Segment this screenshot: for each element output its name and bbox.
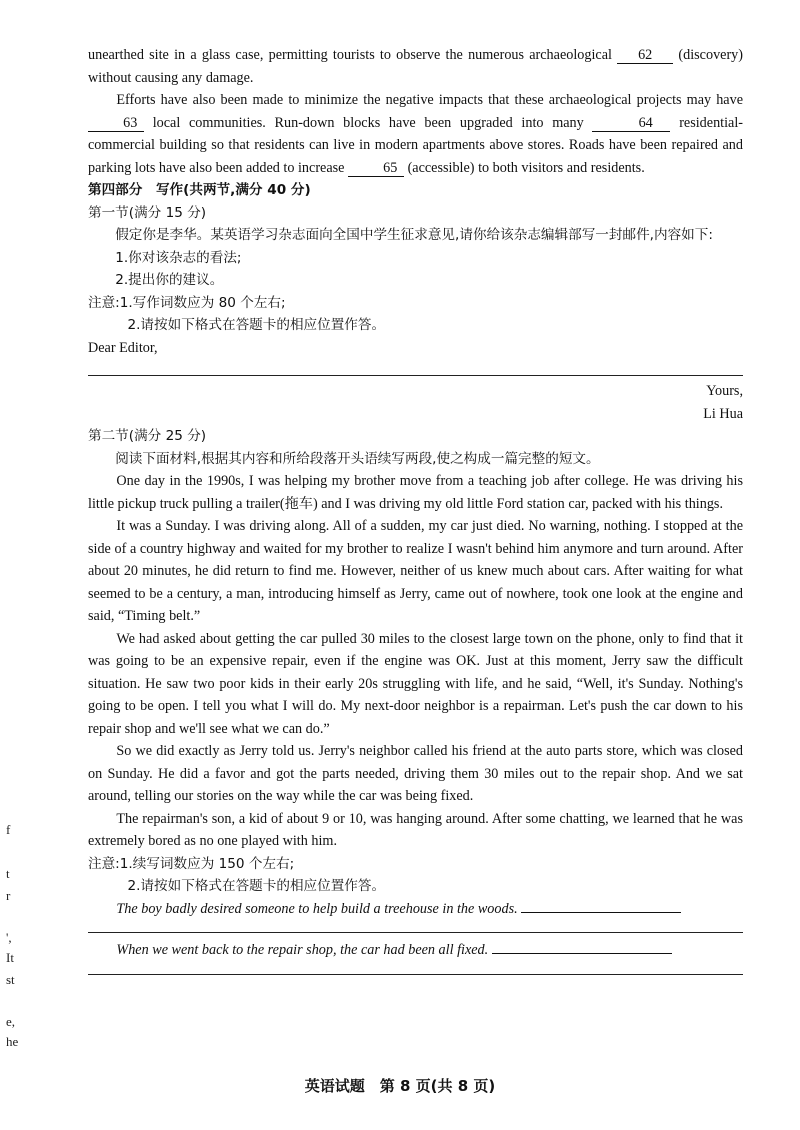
reading-paragraph: [88, 89, 743, 179]
reading-text: unearthed site in a glass case, permitting tourists to observe the numerous archaeological: [88, 47, 612, 63]
reading-text: (accessible) to both visitors and residents.: [407, 159, 645, 176]
section2-note-1: 注意:1.续写词数应为 150 个左右;: [88, 855, 295, 872]
closing-yours: Yours,: [706, 383, 743, 399]
story-paragraph-1: One day in the 1990s, I was helping my brother move from a teaching job after college. He was driving his little pickup truck pulling a trailer(拖车) and I was driving my old little Ford station car, packed with his things.: [88, 473, 743, 512]
writing-line: [88, 974, 743, 975]
margin-fragment: t: [6, 866, 10, 881]
section1-note-1: 注意:1.写作词数应为 80 个左右;: [88, 294, 286, 311]
blank-63: 63: [88, 115, 144, 132]
margin-fragment: It: [6, 950, 14, 965]
section1-item-2: 2.提出你的建议。: [115, 272, 224, 288]
part4-heading: 第四部分 写作(共两节,满分 40 分): [88, 182, 311, 198]
reading-text: local communities. Run-down blocks have been upgraded into many: [152, 114, 584, 131]
section1-item-1: 1.你对该杂志的看法;: [115, 249, 242, 266]
section1-prompt: 假定你是李华。某英语学习杂志面向全国中学生征求意见,请你给该杂志编辑部写一封邮件,内容如下:: [115, 227, 713, 243]
margin-fragment: he: [6, 1034, 19, 1049]
margin-fragment: r: [6, 888, 11, 903]
story-paragraph-2: It was a Sunday. I was driving along. All of a sudden, my car just died. No warning, nothing. I stopped at the side of a country highway and waited for my brother to realize I wasn't behind him anymore and turn around. After about 20 minutes, he did return to find me. However, neither of us knew much about cars. After waiting for what seemed to be a century, a man, introducing himself as Jerry, came out of nowhere, took one look at the engine and said, “Timing belt.”: [88, 518, 743, 624]
blank-65: 65: [348, 160, 404, 177]
story-paragraph-5: The repairman's son, a kid of about 9 or 10, was hanging around. After some chatting, we learned that he was extremely bored as no one played with him.: [88, 810, 743, 849]
page-footer: 英语试题 第 8 页(共 8 页): [304, 1077, 496, 1095]
answer-blank: [521, 900, 681, 913]
margin-fragment: f: [6, 822, 11, 837]
continuation-starter-2: [88, 939, 743, 962]
starter-text: When we went back to the repair shop, the car had been all fixed.: [116, 942, 489, 958]
closing-name: Li Hua: [703, 405, 743, 422]
salutation: Dear Editor,: [88, 339, 158, 356]
blank-64: 64: [592, 115, 670, 132]
section2-note-2: 2.请按如下格式在答题卡的相应位置作答。: [127, 878, 386, 894]
margin-fragment: st: [6, 972, 15, 987]
margin-fragment: ',: [6, 930, 12, 945]
story-paragraph-4: So we did exactly as Jerry told us. Jerry's neighbor called his friend at the auto parts store, which was closed on Sunday. He did a favor and got the parts needed, driving them 30 miles out to the repair shop. And we sat around, telling our stories on the way while the car was being fixed.: [88, 743, 743, 804]
answer-blank: [492, 941, 672, 954]
section2-prompt: 阅读下面材料,根据其内容和所给段落开头语续写两段,使之构成一篇完整的短文。: [115, 450, 600, 467]
continuation-starter-1: [88, 898, 743, 921]
reading-text: (discovery) without causing any damage.: [88, 47, 743, 86]
section2-title: 第二节(满分 25 分): [88, 428, 207, 444]
blank-62: 62: [617, 47, 673, 64]
section1-note-2: 2.请按如下格式在答题卡的相应位置作答。: [127, 317, 386, 333]
section1-title: 第一节(满分 15 分): [88, 204, 207, 221]
margin-fragment: e,: [6, 1014, 16, 1029]
story-paragraph-3: We had asked about getting the car pulled 30 miles to the closest large town on the phone, only to find that it was going to be an expensive repair, even if the engine was OK. Just at this moment, Jerry saw the difficult situation. He saw two poor kids in their early 20s struggling with life, and he said, “Well, it's Sunday. Nothing's going to be open. I tell you what I will do. My next-door neighbor is a repairman. Let's push the car down to his repair shop and we'll see what we can do.”: [88, 630, 743, 737]
reading-text: residential-commercial building so that residents can live in modern apartments above stores. Roads have been repaired and parking lots have also been added to increase: [88, 114, 744, 176]
reading-tail: [88, 44, 743, 89]
starter-text: The boy badly desired someone to help build a treehouse in the woods.: [116, 900, 518, 917]
reading-text: Efforts have also been made to minimize the negative impacts that these archaeological projects may have: [116, 92, 743, 108]
exam-page: [88, 44, 743, 975]
